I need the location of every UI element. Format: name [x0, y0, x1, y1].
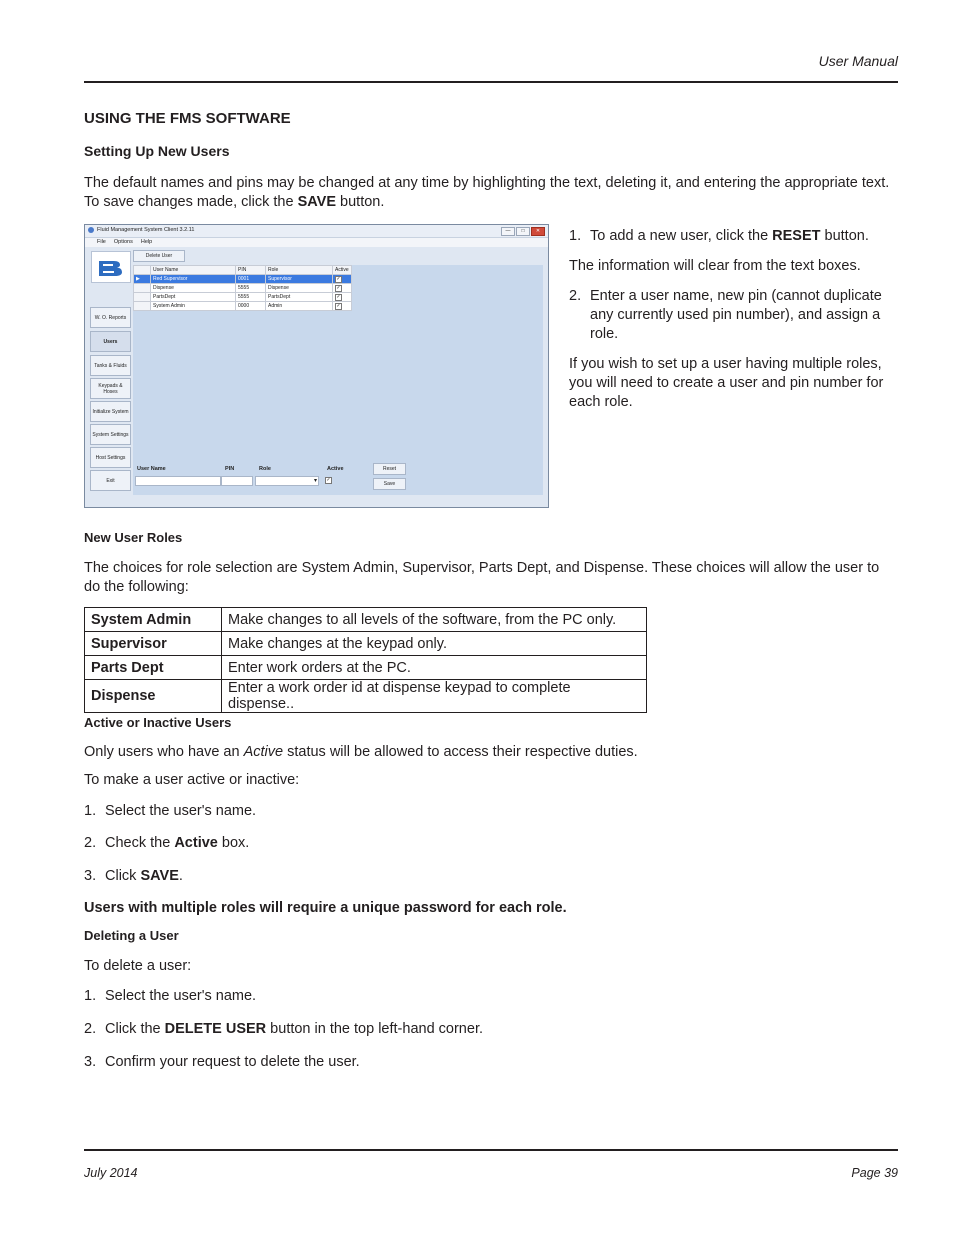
active-checkbox[interactable]: ✓ [336, 284, 341, 291]
list-item: 2. Check the Active box. [84, 835, 250, 851]
footer-page: Page 39 [851, 1166, 898, 1180]
user-name-label: User Name [137, 466, 166, 472]
menu-options[interactable]: Options [113, 239, 133, 245]
active-form-checkbox[interactable]: ✓ [326, 477, 331, 483]
table-row[interactable]: PartsDept 5555 PartsDept ✓ [134, 293, 352, 302]
list-item: 1. To add a new user, click the RESET button. [569, 228, 869, 244]
logo-icon [91, 251, 131, 283]
reset-button[interactable]: Reset [373, 463, 406, 475]
footer-date: July 2014 [84, 1166, 138, 1180]
delete-intro: To delete a user: [84, 958, 192, 974]
footer-rule [84, 1149, 898, 1151]
menu-help[interactable]: Help [140, 239, 153, 245]
table-row: Dispense Enter a work order id at dispense keypad to complete dispense.. [85, 680, 647, 713]
multiple-roles-warning: Users with multiple roles will require a unique password for each role. [84, 900, 567, 916]
section-title: USING THE FMS SOFTWARE [84, 110, 291, 127]
chevron-down-icon: ▾ [313, 478, 317, 484]
nav-initialize-system[interactable]: Initialize System [90, 401, 131, 422]
nav-tanks-fluids[interactable]: Tanks & Fluids [90, 355, 131, 376]
app-screenshot [84, 224, 549, 508]
list-item: 2. Click the DELETE USER button in the top left-hand corner. [84, 1021, 483, 1037]
save-button[interactable]: Save [373, 478, 406, 490]
user-name-input[interactable] [135, 476, 221, 486]
menu-bar [85, 238, 548, 247]
active-heading: Active or Inactive Users [84, 715, 232, 730]
header-manual-label: User Manual [818, 53, 898, 69]
nav-pane [89, 249, 131, 495]
multi-roles-text: If you wish to set up a user having multiple roles, you will need to create a user and pin number for each role. [569, 356, 884, 410]
app-icon [88, 227, 94, 233]
roles-heading: New User Roles [84, 530, 183, 545]
list-item: 3. Confirm your request to delete the user. [84, 1054, 360, 1070]
app-title: Fluid Management System Client 3.2.11 [97, 227, 195, 233]
table-row[interactable]: ▶ Red Supervisor 0001 Supervisor ✓ [134, 275, 352, 284]
header-rule [84, 81, 898, 83]
add-user-instructions [569, 227, 899, 423]
users-grid [133, 265, 543, 461]
close-button[interactable]: ✕ [531, 227, 545, 236]
active-label: Active [327, 466, 344, 472]
table-row: Parts Dept Enter work orders at the PC. [85, 656, 647, 680]
active-checkbox[interactable]: ✓ [336, 293, 341, 300]
pin-label: PIN [225, 466, 235, 472]
active-checkbox[interactable]: ✓ [336, 302, 341, 309]
col-role[interactable]: Role [266, 266, 333, 275]
role-label: Role [259, 466, 271, 472]
nav-host-settings[interactable]: Host Settings [90, 447, 131, 468]
list-item: 1. Select the user's name. [84, 988, 257, 1004]
list-item: 3. Click SAVE. [84, 868, 183, 884]
delete-user-button[interactable]: Delete User [133, 250, 185, 262]
roles-intro: The choices for role selection are System Admin, Supervisor, Parts Dept, and Dispense. These choices will allow the user to do the following: [84, 560, 880, 595]
setup-intro: The default names and pins may be changed at any time by highlighting the text, deleting it, and entering the appropriate text. To save changes made, click the SAVE button. [84, 175, 890, 210]
active-line2: To make a user active or inactive: [84, 772, 300, 788]
nav-wo-reports[interactable]: W. O. Reports [90, 307, 131, 328]
nav-users[interactable]: Users [90, 331, 131, 352]
active-checkbox[interactable]: ✓ [336, 275, 341, 282]
table-row: System Admin Make changes to all levels of the software, from the PC only. [85, 608, 647, 632]
pin-input[interactable] [221, 476, 253, 486]
menu-file[interactable]: File [97, 239, 106, 245]
info-clear-text: The information will clear from the text boxes. [569, 258, 861, 274]
table-row: Supervisor Make changes at the keypad only. [85, 632, 647, 656]
list-item: 2. Enter a user name, new pin (cannot duplicate any currently used pin number), and assign a role. [569, 288, 882, 342]
table-row[interactable]: Dispense 5555 Dispense ✓ [134, 284, 352, 293]
row-marker-icon: ▶ [134, 275, 151, 284]
users-table [133, 265, 352, 311]
app-titlebar [85, 225, 548, 238]
list-item: 1. Select the user's name. [84, 803, 257, 819]
nav-system-settings[interactable]: System Settings [90, 424, 131, 445]
col-active[interactable]: Active [333, 266, 352, 275]
col-user-name[interactable]: User Name [151, 266, 236, 275]
delete-heading: Deleting a User [84, 928, 179, 943]
nav-keypads-hoses[interactable]: Keypads & Hoses [90, 378, 131, 399]
nav-exit[interactable]: Exit [90, 470, 131, 491]
table-row[interactable]: System Admin 0000 Admin ✓ [134, 302, 352, 311]
user-form [133, 461, 543, 495]
maximize-button[interactable]: □ [516, 227, 530, 236]
minimize-button[interactable]: — [501, 227, 515, 236]
roles-table [84, 607, 647, 713]
col-pin[interactable]: PIN [236, 266, 266, 275]
setup-heading: Setting Up New Users [84, 143, 230, 159]
role-select[interactable] [255, 476, 319, 486]
active-line1: Only users who have an Active status will be allowed to access their respective duties. [84, 744, 638, 760]
